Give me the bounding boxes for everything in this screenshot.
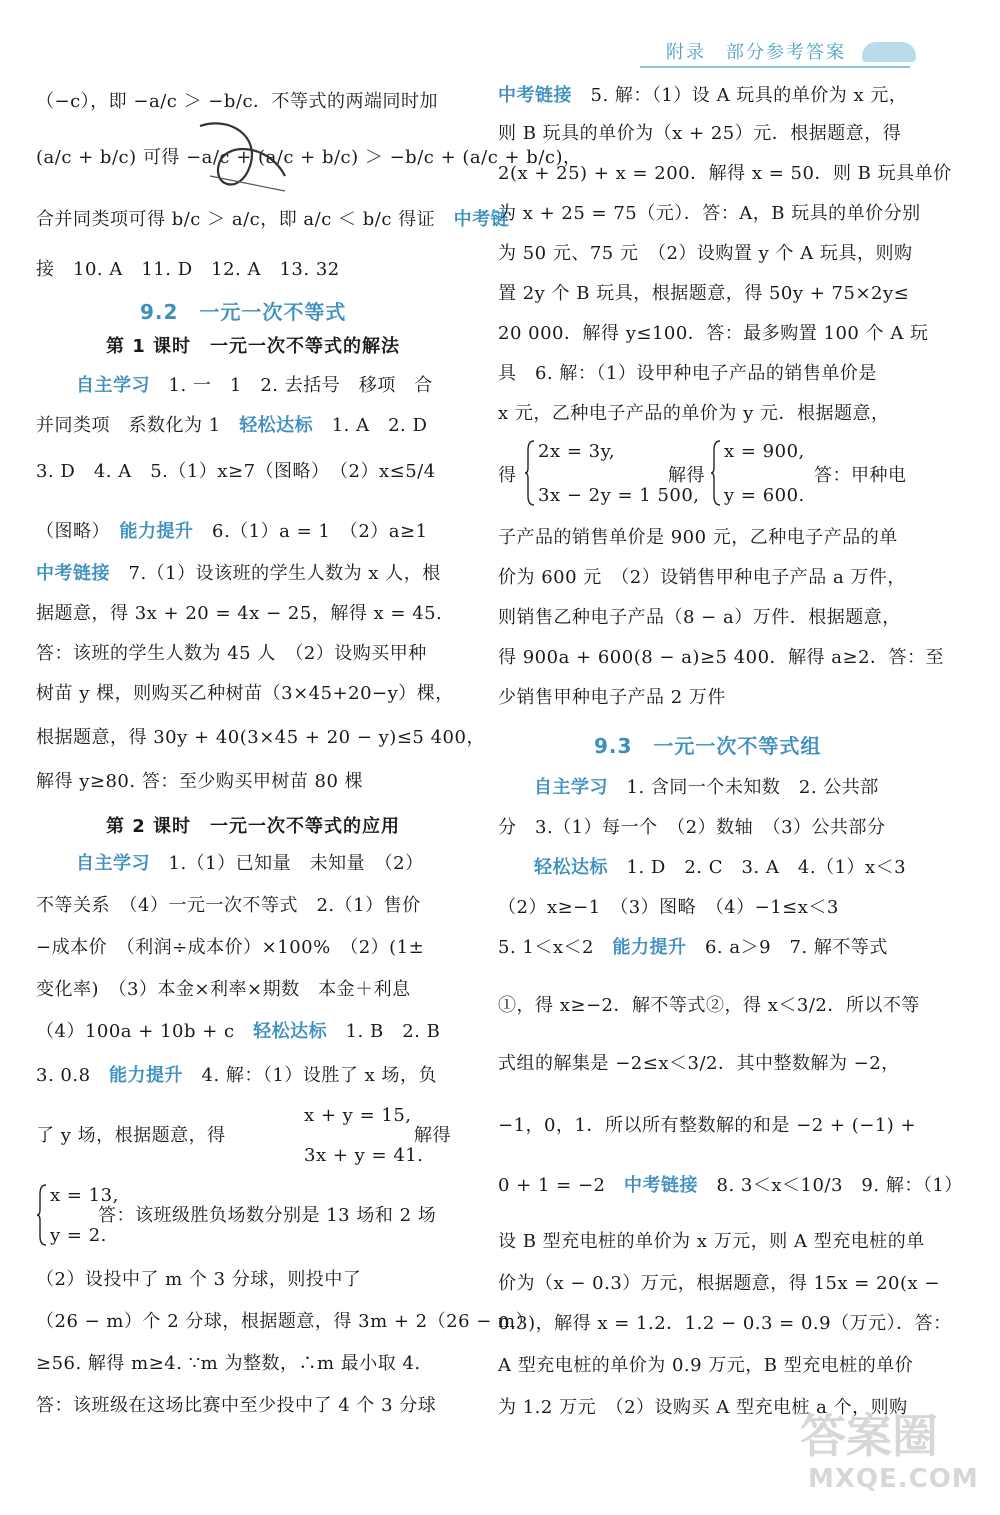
text-line: 20 000．解得 y≤100．答：最多购置 100 个 A 玩 (498, 323, 929, 344)
tag-zhongkao: 中考链 (453, 209, 510, 230)
text-span: 0 + 1 = −2 (498, 1175, 606, 1196)
brace-icon (710, 440, 722, 506)
text-line (498, 936, 888, 960)
tag-zhongkao: 中考链接 (36, 563, 110, 584)
text-line (76, 374, 433, 398)
text-line (36, 1020, 440, 1044)
equation: x = 900, (724, 441, 805, 462)
text-span: 得 (498, 465, 517, 486)
text-span: 6. a＞9 7. 解不等式 (704, 937, 888, 958)
text-span: （图略） (36, 521, 101, 542)
text-line: A 型充电桩的单价为 0.9 万元，B 型充电桩的单价 (498, 1355, 914, 1376)
text-line: 答：该班的学生人数为 45 人 （2）设购买甲种 (36, 643, 427, 664)
section-heading-9-3: 9.3 一元一次不等式组 (594, 734, 822, 758)
watermark-url: MXQE.COM (808, 1464, 979, 1494)
text-span: 6.（1）a = 1 （2）a≥1 (212, 521, 428, 542)
text-line: 价为 600 元 （2）设销售甲种电子产品 a 万件， (498, 567, 906, 588)
text-line: ①，得 x≥−2．解不等式②，得 x＜3/2．所以不等 (498, 995, 920, 1016)
text-line: 2(x + 25) + x = 200．解得 x = 50．则 B 玩具单价 (498, 163, 952, 184)
cloud-ornament-icon (862, 42, 916, 62)
text-line: 具 6. 解：（1）设甲种电子产品的销售单价是 (498, 363, 877, 384)
text-line (534, 776, 879, 800)
text-span: 1. 一 1 2. 去括号 移项 合 (168, 375, 433, 396)
text-line: 则销售乙种电子产品（8 − a）万件．根据题意， (498, 607, 901, 628)
text-line: 则 B 玩具的单价为（x + 25）元．根据题意，得 (498, 123, 902, 144)
text-line: （2）设投中了 m 个 3 分球，则投中了 (36, 1269, 362, 1290)
tag-zhongkao: 中考链接 (624, 1175, 698, 1196)
text-span: 7.（1）设该班的学生人数为 x 人，根 (128, 563, 441, 584)
header-rule (640, 66, 910, 68)
text-span: 并同类项 系数化为 1 (36, 415, 221, 436)
text-line: 价为（x − 0.3）万元，根据题意，得 15x = 20(x − (498, 1273, 940, 1294)
equation: 2x = 3y, (538, 441, 616, 462)
text-span: 答：甲种电 (814, 465, 907, 486)
text-line: 答：该班级在这场比赛中至少投中了 4 个 3 分球 (36, 1395, 437, 1416)
text-line: 为 x + 25 = 75（元）．答：A，B 玩具的单价分别 (498, 203, 921, 224)
text-line: 3. D 4. A 5.（1）x≥7（图略） （2）x≤5/4 (36, 461, 436, 482)
equation: y = 600. (724, 485, 805, 506)
text-span: （4）100a + 10b + c (36, 1021, 235, 1042)
text-span: 3. 0.8 (36, 1065, 91, 1086)
text-line: （2）x≥−1 （3）图略 （4）−1≤x＜3 (498, 897, 839, 918)
text-line: 根据题意，得 30y + 40(3×45 + 20 − y)≤5 400， (36, 727, 485, 748)
header-title: 附录 部分参考答案 (666, 42, 846, 63)
text-line: 置 2y 个 B 玩具，根据题意，得 50y + 75×2y≤ (498, 283, 910, 304)
tag-zizhu: 自主学习 (76, 375, 150, 396)
text-span: 1. 含同一个未知数 2. 公共部 (626, 777, 879, 798)
handwritten-scribble (190, 106, 300, 216)
text-span: 解得 (414, 1125, 451, 1146)
brace-icon (524, 440, 536, 506)
text-line: ≥56. 解得 m≥4. ∵m 为整数，∴m 最小取 4. (36, 1353, 421, 1374)
text-span: 合并同类项可得 b/c ＞ a/c，即 a/c ＜ b/c 得证 (36, 209, 436, 230)
watermark-logo (790, 1400, 980, 1500)
text-line: 子产品的销售单价是 900 元，乙种电子产品的单 (498, 527, 898, 548)
tag-qingsong: 轻松达标 (534, 857, 608, 878)
text-line: (a/c + b/c) 可得 −a/c + (a/c + b/c) ＞ −b/c + (a/c + b/c)， (36, 147, 582, 168)
text-line: 式组的解集是 −2≤x＜3/2．其中整数解为 −2， (498, 1053, 900, 1074)
text-span: 1. D 2. C 3. A 4.（1）x＜3 (626, 857, 907, 878)
lesson-heading-1: 第 1 课时 一元一次不等式的解法 (106, 336, 401, 357)
tag-zizhu: 自主学习 (76, 853, 150, 874)
text-span: 4. 解：（1）设胜了 x 场，负 (201, 1065, 437, 1086)
text-span: 1. A 2. D (331, 415, 428, 436)
text-line: （−c），即 −a/c ＞ −b/c．不等式的两端同时加 (36, 91, 439, 112)
text-line: （26 − m）个 2 分球，根据题意，得 3m + 2（26 − m） (36, 1311, 535, 1332)
running-header (640, 36, 910, 64)
text-line (36, 1064, 437, 1088)
tag-qingsong: 轻松达标 (239, 415, 314, 436)
text-line (498, 84, 907, 108)
text-line (534, 856, 906, 880)
text-line: −成本价 （利润÷成本价）×100% （2）(1± (36, 937, 425, 958)
equation: 3x − 2y = 1 500, (538, 485, 700, 506)
text-line: 设 B 型充电桩的单价为 x 万元，则 A 型充电桩的单 (498, 1231, 925, 1252)
text-line: 为 50 元、75 元 （2）设购置 y 个 A 玩具，则购 (498, 243, 913, 264)
text-span: 解得 (668, 465, 705, 486)
text-line: 0.3)，解得 x = 1.2．1.2 − 0.3 = 0.9（万元）．答： (498, 1313, 952, 1334)
text-span: 5. 解：（1）设 A 玩具的单价为 x 元， (590, 85, 908, 106)
text-span: 1. B 2. B (345, 1021, 441, 1042)
text-line: 不等关系 （4）一元一次不等式 2.（1）售价 (36, 895, 421, 916)
text-line: 树苗 y 棵，则购买乙种树苗（3×45+20−y）棵， (36, 683, 454, 704)
equation: 3x + y = 41. (304, 1145, 424, 1166)
text-line: 答：该班级胜负场数分别是 13 场和 2 场 (98, 1205, 437, 1226)
text-line (36, 562, 441, 586)
text-line: 接 10. A 11. D 12. A 13. 32 (36, 259, 340, 280)
section-heading-9-2: 9.2 一元一次不等式 (140, 300, 347, 324)
text-line (76, 852, 424, 876)
tag-qingsong: 轻松达标 (253, 1021, 328, 1042)
watermark-text: 答案圈 (800, 1409, 938, 1463)
text-line (36, 414, 427, 438)
equation: x = 13, (50, 1185, 119, 1206)
tag-nengli: 能力提升 (119, 521, 194, 542)
tag-zizhu: 自主学习 (534, 777, 608, 798)
brace-icon (36, 1104, 48, 1166)
tag-zhongkao: 中考链接 (498, 85, 572, 106)
text-line: x 元，乙种电子产品的单价为 y 元．根据题意， (498, 403, 890, 424)
text-line: 分 3.（1）每一个 （2）数轴 （3）公共部分 (498, 817, 886, 838)
text-line: 解得 y≥80. 答：至少购买甲树苗 80 棵 (36, 771, 364, 792)
brace-icon (36, 1184, 48, 1246)
equation: y = 2. (50, 1225, 107, 1246)
tag-nengli: 能力提升 (612, 937, 687, 958)
lesson-heading-2: 第 2 课时 一元一次不等式的应用 (106, 816, 401, 837)
tag-nengli: 能力提升 (109, 1065, 184, 1086)
text-span: 5. 1＜x＜2 (498, 937, 594, 958)
text-span: 1.（1）已知量 未知量 （2） (168, 853, 424, 874)
text-line: 变化率) （3）本金×利率×期数 本金＋利息 (36, 979, 411, 1000)
text-line (498, 1174, 963, 1198)
text-span: 8. 3＜x＜10/3 9. 解：（1） (716, 1175, 963, 1196)
text-line: 少销售甲种电子产品 2 万件 (498, 687, 726, 708)
text-line: 据题意，得 3x + 20 = 4x − 25，解得 x = 45. (36, 603, 443, 624)
text-line: 得 900a + 600(8 − a)≥5 400．解得 a≥2．答：至 (498, 647, 945, 668)
text-line: −1，0，1．所以所有整数解的和是 −2 + (−1) + (498, 1115, 917, 1136)
text-line: 了 y 场，根据题意，得 (36, 1125, 226, 1146)
equation: x + y = 15, (304, 1105, 412, 1126)
text-line (36, 520, 428, 544)
text-line: 为 1.2 万元 （2）设购买 A 型充电桩 a 个，则购 (498, 1397, 908, 1418)
